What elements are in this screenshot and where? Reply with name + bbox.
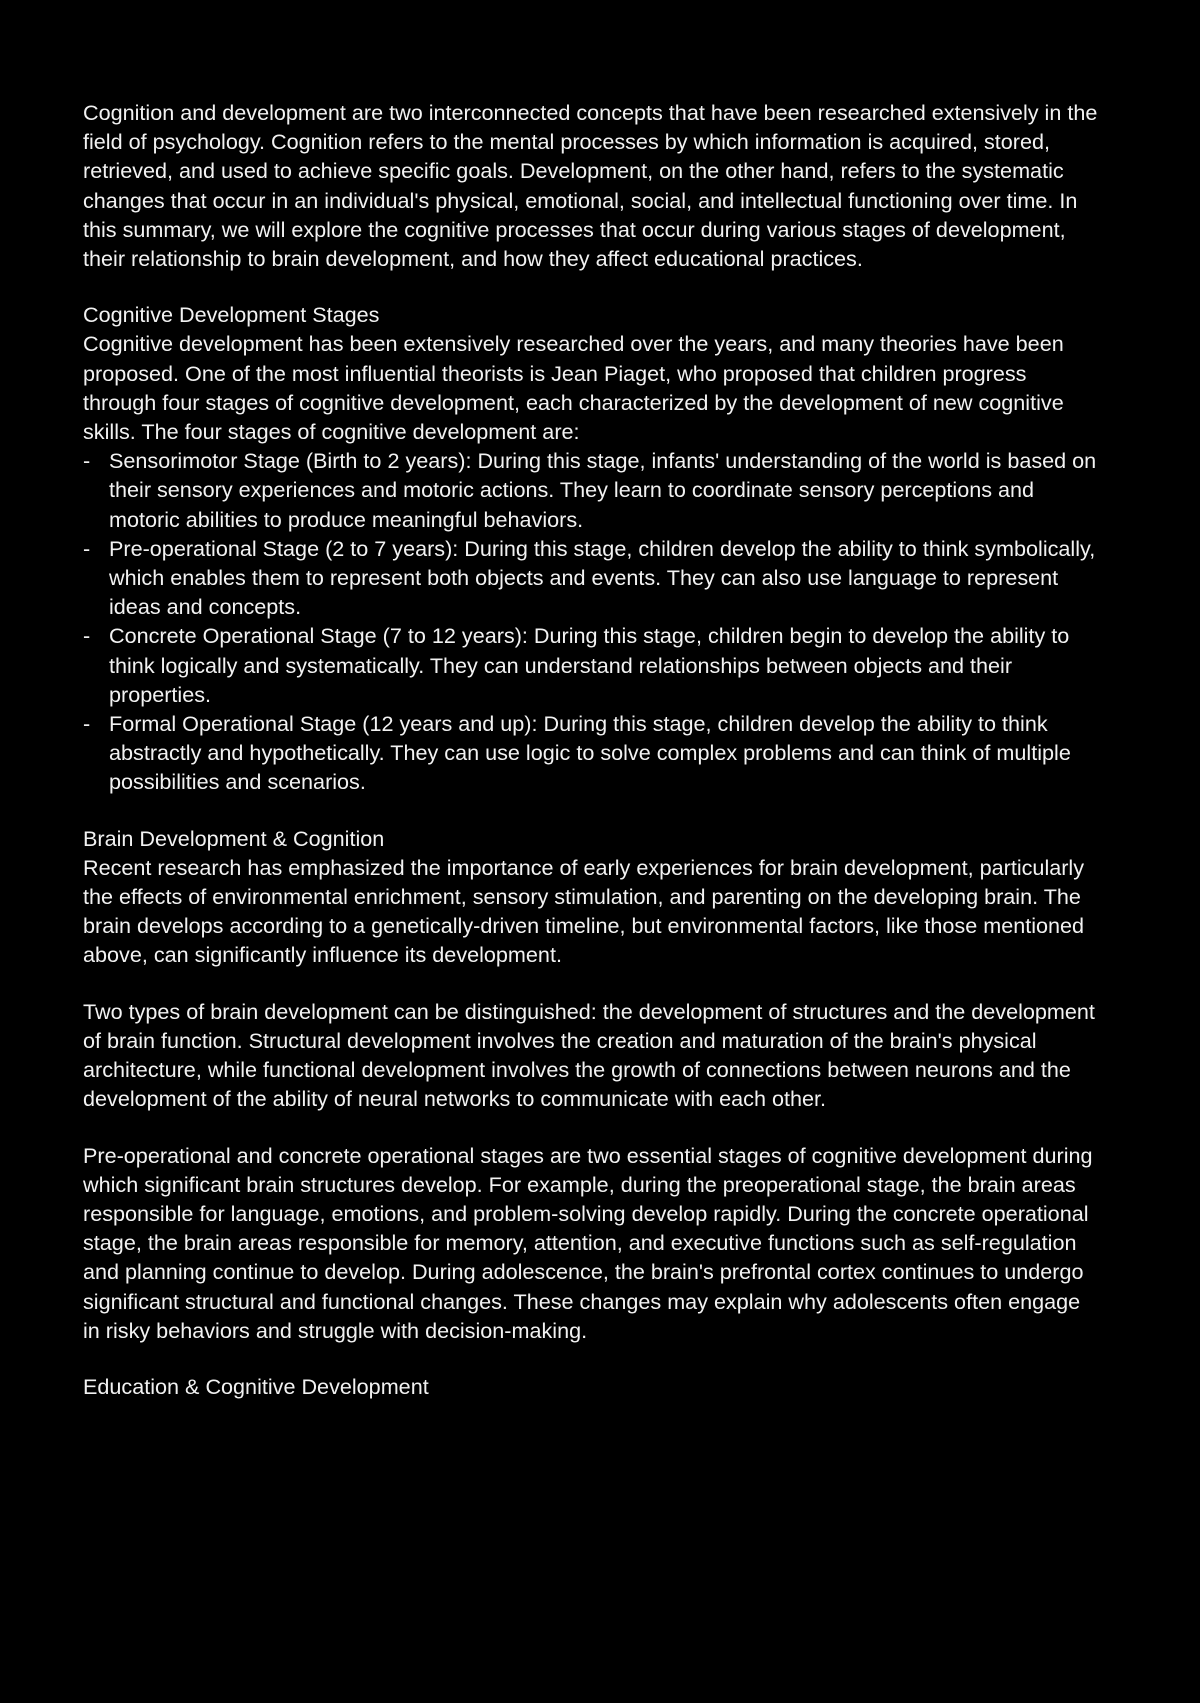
list-item-sensorimotor-stage: - Sensorimotor Stage (Birth to 2 years): During this stage, infants' understanding of the world is based on their sensory experiences and motoric actions. They learn to coordinate sensory perceptions and motoric abilities to produce meaningful behaviors. (83, 446, 1100, 534)
section-heading-cognitive-development-stages: Cognitive Development Stages (83, 302, 380, 328)
intro-paragraph: Cognition and development are two interconnected concepts that have been researched extensively in the field of psychology. Cognition refers to the mental processes by which information is acquired, stored, retrieved, and used to achieve specific goals. Development, on the other hand, refers to the systematic changes that occur in an individual's physical, emotional, social, and intellectual functioning over time. In this summary, we will explore the cognitive processes that occur during various stages of development, their relationship to brain development, and how they affect educational practices. (83, 100, 1098, 272)
section-heading-brain-development: Brain Development & Cognition (83, 825, 385, 851)
list-item-concrete-operational-stage: - Concrete Operational Stage (7 to 12 years): During this stage, children begin to develop the ability to think logically and systematically. They can understand relationships between objects and their properties. (83, 621, 1100, 709)
section-paragraph-brain-development-1: Recent research has emphasized the importance of early experiences for brain development, particularly the effects of environmental enrichment, sensory stimulation, and parenting on the developing brain. The brain develops according to a genetically-driven timeline, but environmental factors, like those mentioned above, can significantly influence its development. (83, 854, 1085, 968)
section-paragraph-brain-development-2: Two types of brain development can be distinguished: the development of structures and the development of brain function. Structural development involves the creation and maturation of the brain's physical architecture, while functional development involves the growth of connections between neurons and the development of the ability of neural networks to communicate with each other. (83, 998, 1095, 1112)
list-item-formal-operational-stage: - Formal Operational Stage (12 years and up): During this stage, children develop the ability to think abstractly and hypothetically. They can use logic to solve complex problems and can think of multiple possibilities and scenarios. (83, 709, 1100, 797)
stages-list (83, 446, 1100, 796)
paragraph-gap (83, 1114, 1100, 1141)
section-heading-education: Education & Cognitive Development (83, 1373, 429, 1399)
section-paragraph-cognitive-development: Cognitive development has been extensively researched over the years, and many theories have been proposed. One of the most influential theorists is Jean Piaget, who proposed that children progress through four stages of cognitive development, each characterized by the development of new cognitive skills. The four stages of cognitive development are: (83, 331, 1064, 445)
paragraph-gap (83, 1345, 1100, 1372)
paragraph-gap (83, 797, 1100, 824)
list-item-preoperational-stage: - Pre-operational Stage (2 to 7 years): During this stage, children develop the ability to think symbolically, which enables them to represent both objects and events. They can also use language to represent ideas and concepts. (83, 534, 1100, 622)
paragraph-gap (83, 273, 1100, 300)
section-paragraph-brain-development-3: Pre-operational and concrete operational stages are two essential stages of cognitive development during which significant brain structures develop. For example, during the preoperational stage, the brain areas responsible for language, emotions, and problem-solving develop rapidly. During the concrete operational stage, the brain areas responsible for memory, attention, and executive functions such as self-regulation and planning continue to develop. During adolescence, the brain's prefrontal cortex continues to undergo significant structural and functional changes. These changes may explain why adolescents often engage in risky behaviors and struggle with decision-making. (83, 1142, 1093, 1343)
paragraph-gap (83, 970, 1100, 997)
